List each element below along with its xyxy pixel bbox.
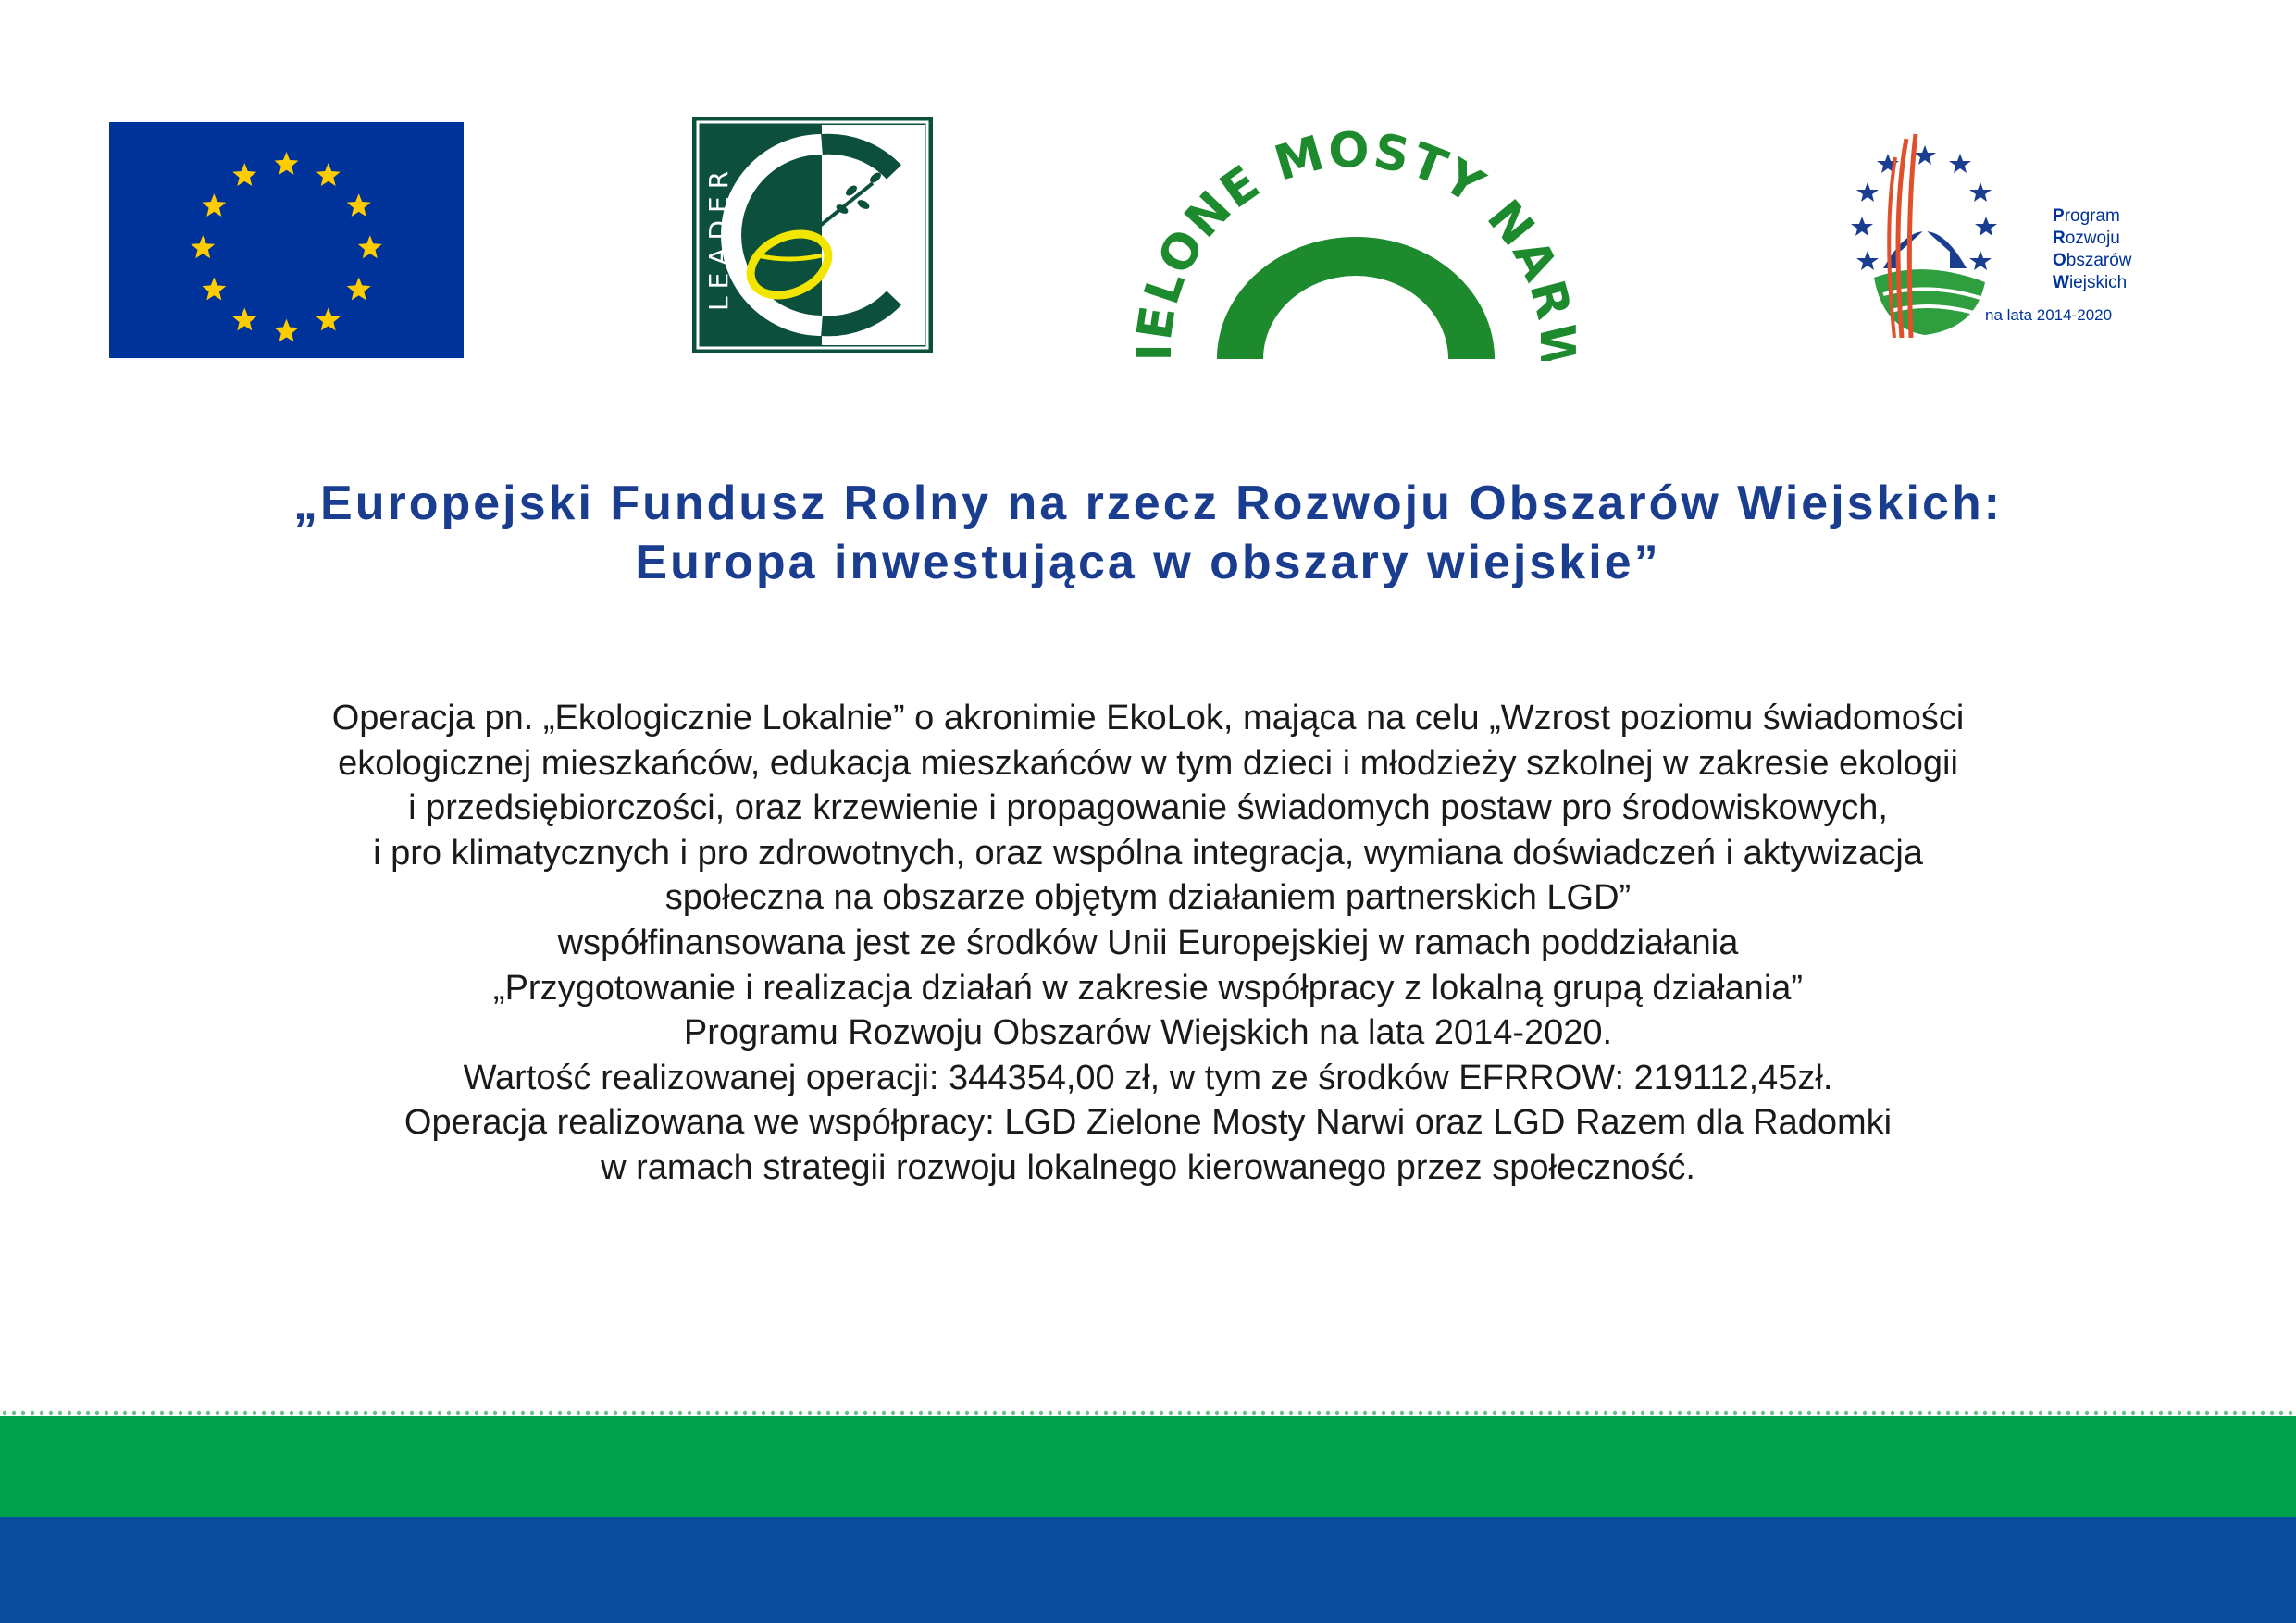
- body-line: współfinansowana jest ze środków Unii Europejskiej w ramach poddziałania: [557, 923, 1739, 962]
- body-line: i przedsiębiorczości, oraz krzewienie i propagowanie świadomych postaw pro środowiskowych,: [408, 788, 1888, 828]
- operation-description: [0, 696, 2296, 1191]
- body-line: Wartość realizowanej operacji: 344354,00 zł, w tym ze środków EFRROW: 219112,45zł.: [463, 1058, 1833, 1097]
- body-line: ekologicznej mieszkańców, edukacja mieszkańców w tym dzieci i młodzieży szkolnej w zakresie ekologii: [338, 743, 1958, 783]
- body-line: w ramach strategii rozwoju lokalnego kierowanego przez społeczność.: [601, 1147, 1695, 1187]
- zielone-mosty-wordmark: LONE MOSTY NAR: [1134, 122, 1578, 327]
- green-band: [0, 1416, 2296, 1517]
- leader-logo-icon: [692, 117, 933, 353]
- body-line: „Przygotowanie i realizacja działań w zakresie współpracy z lokalną grupą działania”: [492, 968, 1804, 1008]
- prow-wordmark: Program Rozwoju Obszarów Wiejskich: [2053, 206, 2132, 292]
- headline: [0, 474, 2296, 592]
- bridge-arc-icon: [1217, 237, 1495, 359]
- band-dotted-edge: [0, 1405, 2296, 1416]
- prow-years: na lata 2014-2020: [1985, 306, 2113, 324]
- zielone-mosty-narwi-logo: [1134, 120, 1578, 361]
- body-line: i pro klimatycznych i pro zdrowotnych, oraz wspólna integracja, wymiana doświadczeń i aktywizacja: [373, 833, 1923, 873]
- eu-flag-icon: [109, 122, 464, 358]
- body-line: Operacja realizowana we współpracy: LGD Zielone Mosty Narwi oraz LGD Razem dla Radomki: [403, 1103, 1893, 1143]
- body-line: Operacja pn. „Ekologicznie Lokalnie” o akronimie EkoLok, mająca na celu „Wzrost poziomu świadomości: [331, 699, 1965, 737]
- body-line: Programu Rozwoju Obszarów Wiejskich na lata 2014-2020.: [683, 1013, 1613, 1053]
- headline-line-2: Europa inwestująca w obszary wiejskie”: [635, 536, 1661, 589]
- body-line: społeczna na obszarze objętym działaniem partnerskich LGD”: [664, 878, 1632, 918]
- headline-line-1: „Europejski Fundusz Rolny na rzecz Rozwoju Obszarów Wiejskich:: [293, 477, 2003, 530]
- blue-band: [0, 1517, 2296, 1623]
- leader-wordmark: LEADER: [703, 163, 734, 311]
